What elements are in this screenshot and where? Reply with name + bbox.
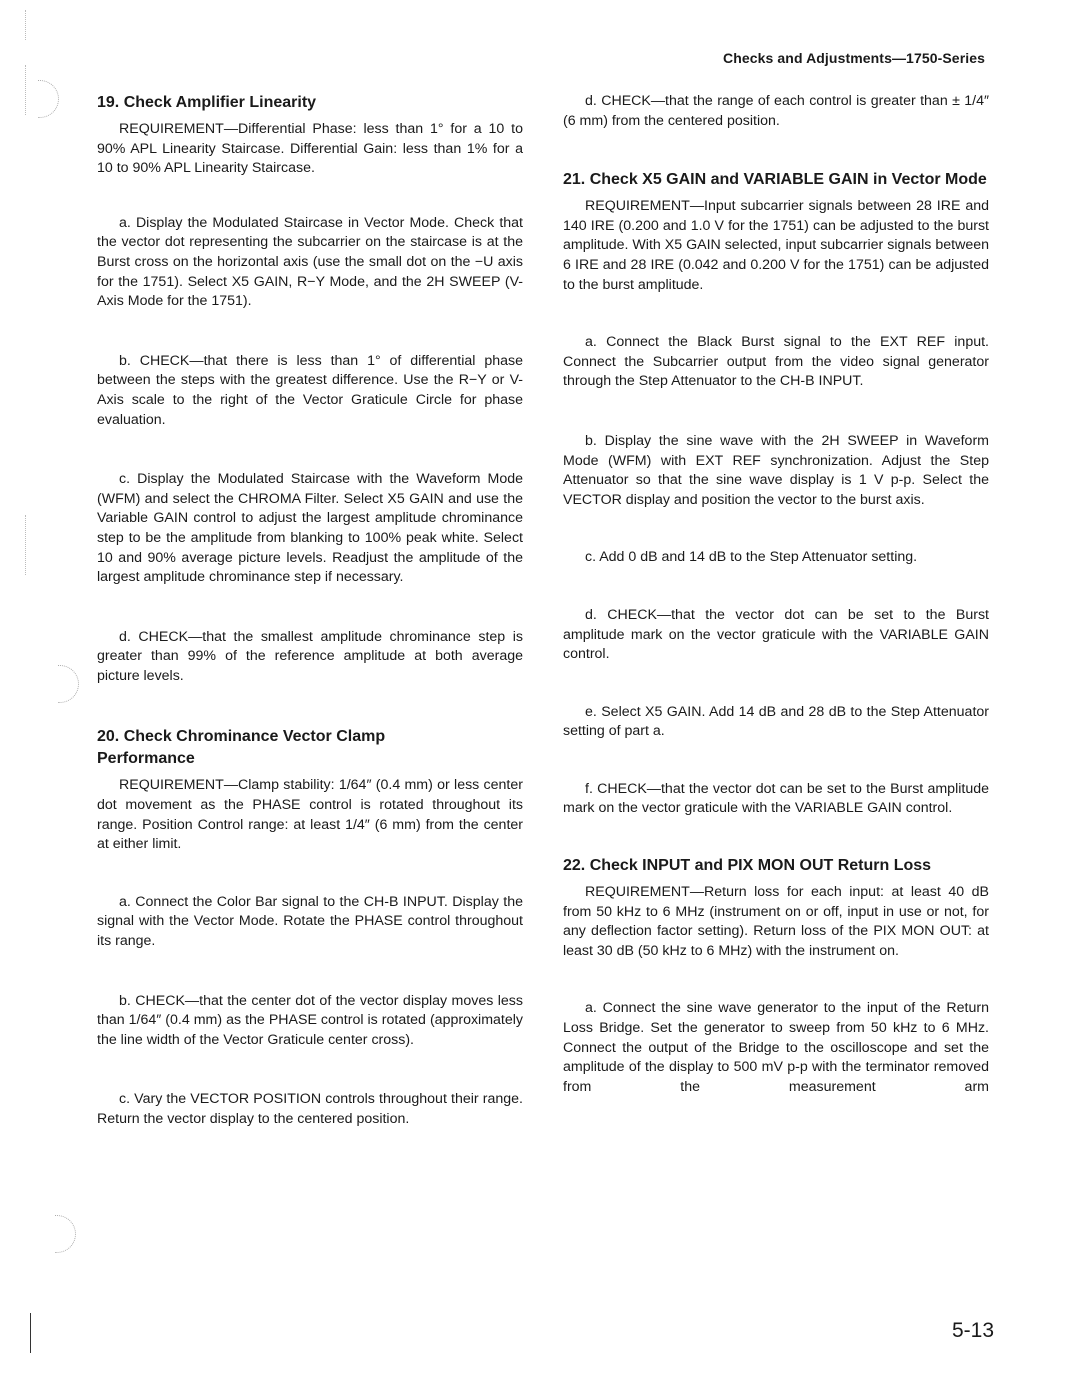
step-paragraph: b. Display the sine wave with the 2H SWEEP in Waveform Mode (WFM) with EXT REF synchronization. Adjust the Step Attenuator so that the sine wave display is 1 V p-p. Select the VECTOR display and position the vector to the burst axis.	[563, 432, 989, 508]
scan-margin-line	[30, 1313, 31, 1353]
step-paragraph: a. Connect the sine wave generator to the input of the Return Loss Bridge. Set the generator to sweep from 50 kHz to 6 MHz. Connect the output of the Bridge to the oscilloscope and set the amplitude of the display to 500 mV p-p with the terminator removed from the measurement arm	[563, 1000, 989, 1095]
section-title: 22. Check INPUT and PIX MON OUT Return Loss	[563, 857, 932, 875]
requirement-paragraph: REQUIREMENT—Clamp stability: 1/64″ (0.4 mm) or less center dot movement as the PHASE control is rotated throughout its range. Position Control range: at least 1/4″ (6 mm) from the center at either limit.	[97, 777, 523, 853]
section-20-continued	[563, 92, 989, 131]
step-paragraph: f. CHECK—that the vector dot can be set to the Burst amplitude mark on the vector graticule with the VARIABLE GAIN control.	[563, 780, 989, 817]
step-paragraph: a. Connect the Color Bar signal to the CH-B INPUT. Display the signal with the Vector Mode. Rotate the PHASE control throughout its range.	[97, 893, 523, 950]
binder-hole-mark	[55, 1215, 76, 1253]
page-number: 5-13	[951, 1319, 994, 1342]
step-paragraph: b. CHECK—that the center dot of the vector display moves less than 1/64″ (0.4 mm) as the PHASE control is rotated (approximately the line width of the Vector Graticule center cross).	[97, 992, 523, 1048]
step-paragraph: d. CHECK—that the range of each control is greater than ± 1/4″ (6 mm) from the centered position.	[563, 93, 989, 129]
section-title: 19. Check Amplifier Linearity	[97, 94, 317, 111]
left-column	[97, 92, 523, 1130]
step-paragraph: c. Vary the VECTOR POSITION controls throughout their range. Return the vector display to the centered position.	[97, 1091, 523, 1127]
requirement-paragraph: REQUIREMENT—Input subcarrier signals between 28 IRE and 140 IRE (0.200 and 1.0 V for the 1751) can be adjusted to the burst amplitude. With X5 GAIN selected, input subcarrier signals between 6 IRE and 28 IRE (0.042 and 0.200 V for the 1751) can be adjusted to the burst amplitude.	[563, 198, 989, 293]
section-21-x5-gain-variable-gain	[563, 169, 989, 819]
step-paragraph: c. Add 0 dB and 14 dB to the Step Attenuator setting.	[585, 549, 918, 566]
scan-margin-artifact	[25, 10, 27, 40]
step-paragraph: b. CHECK—that there is less than 1° of differential phase between the steps with the greatest difference. Use the R−Y or V-Axis scale to the right of the Vector Graticule Circle for phase evaluation.	[97, 352, 523, 428]
step-paragraph: e. Select X5 GAIN. Add 14 dB and 28 dB to the Step Attenuator setting of part a.	[563, 703, 989, 740]
binder-hole-mark	[38, 80, 59, 118]
requirement-paragraph: REQUIREMENT—Differential Phase: less than 1° for a 10 to 90% APL Linearity Staircase. Differential Gain: less than 1% for a 10 to 90% APL Linearity Staircase.	[97, 121, 523, 177]
section-title: 21. Check X5 GAIN and VARIABLE GAIN in Vector Mode	[563, 171, 987, 189]
running-head: Checks and Adjustments—1750-Series	[723, 50, 985, 66]
scan-margin-artifact	[25, 65, 27, 115]
section-22-return-loss	[563, 855, 989, 1097]
binder-hole-mark	[58, 665, 79, 703]
step-paragraph: d. CHECK—that the vector dot can be set to the Burst amplitude mark on the vector graticule with the VARIABLE GAIN control.	[563, 606, 989, 663]
section-19-amplifier-linearity	[97, 92, 523, 686]
step-paragraph: a. Connect the Black Burst signal to the EXT REF input. Connect the Subcarrier output from the video signal generator through the Step Attenuator to the CH-B INPUT.	[563, 334, 989, 390]
section-title: 20. Check Chrominance Vector Clamp Performance	[97, 728, 386, 768]
step-paragraph: c. Display the Modulated Staircase with the Waveform Mode (WFM) and select the CHROMA Filter. Select X5 GAIN and use the Variable GAIN control to adjust the largest amplitude chrominance step to be the amplitude from blanking to 100% peak white. Select 10 and 90% average picture levels. Readjust the amplitude of the largest amplitude chrominance step if necessary.	[97, 471, 523, 586]
requirement-paragraph: REQUIREMENT—Return loss for each input: at least 40 dB from 50 kHz to 6 MHz (instrument on or off, input in use or not, for any deflection factor setting). Return loss of the PIX MON OUT: at least 30 dB (50 kHz to 6 MHz) with the instrument on.	[563, 884, 989, 959]
scan-margin-artifact	[25, 515, 27, 575]
section-20-chrominance-vector-clamp	[97, 726, 523, 1129]
step-paragraph: a. Display the Modulated Staircase in Vector Mode. Check that the vector dot representing the subcarrier on the staircase is at the Burst cross on the horizontal axis (use the small dot on the −U axis for the 1751). Select X5 GAIN, R−Y Mode, and the 2H SWEEP (V-Axis Mode for the 1751).	[97, 214, 523, 310]
right-column	[563, 92, 989, 1097]
step-paragraph: d. CHECK—that the smallest amplitude chrominance step is greater than 99% of the reference amplitude at both average picture levels.	[97, 628, 523, 684]
